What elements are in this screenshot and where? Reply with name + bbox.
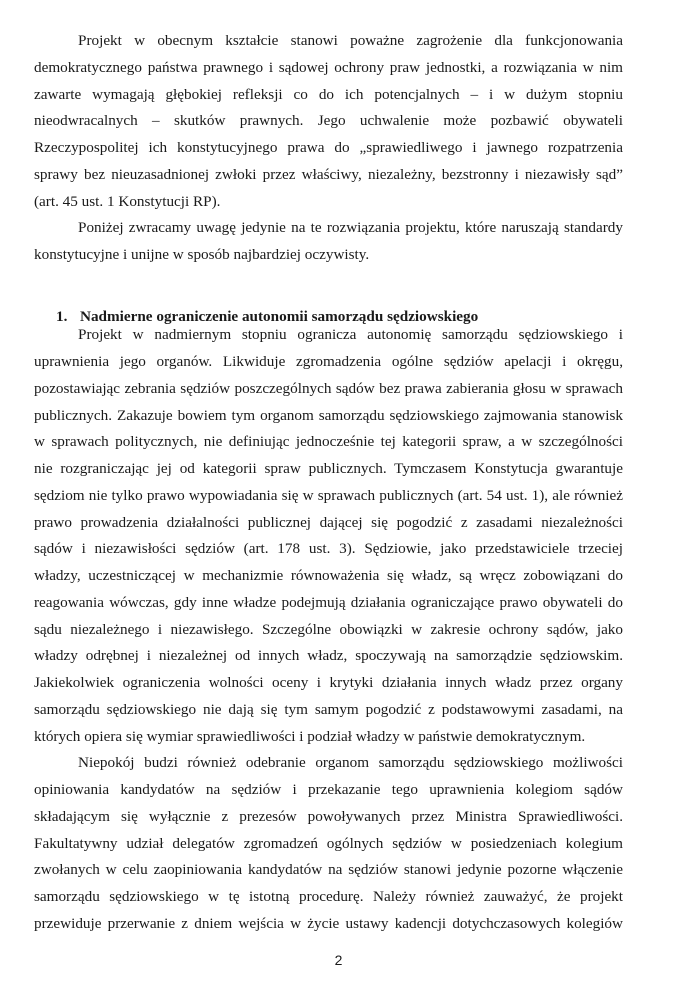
text-line: Projekt w nadmiernym stopniu ogranicza autonomię samorządu sędziowskiego i (78, 326, 623, 344)
paragraph-section-1 (34, 322, 623, 750)
text-line: zawarte wymagają głębokiej refleksji co do ich potencjalnych – i w dużym stopniu (34, 85, 623, 103)
text-line: Jakiekolwiek ograniczenia wolności oceny i krytyki działania innych władz przez organy (34, 674, 623, 691)
text-line: nieodwracalnych – skutków prawnych. Jego uchwalenie może pozbawić obywateli (34, 112, 623, 130)
text-line: publicznych. Zakazuje bowiem tym organom samorządu sędziowskiego zajmowania stanowisk (34, 406, 623, 424)
text-line: zwołanych w celu zaopiniowania kandydatów na sędziów stanowi jedynie pozorne włączenie (34, 861, 623, 879)
text-line: samorządu sędziowskiego nie dają się tym samym pogodzić z podstawowymi zasadami, na (34, 700, 623, 718)
section-title: Nadmierne ograniczenie autonomii samorządu sędziowskiego (80, 307, 479, 325)
text-line: demokratycznego państwa prawnego i sądowej ochrony praw jednostki, a rozwiązania w nim (34, 58, 623, 76)
text-line: przewiduje przerwanie z dniem wejścia w życie ustawy kadencji dotychczasowych kolegiów (34, 914, 623, 932)
text-line: Rzeczypospolitej ich konstytucyjnego prawa do „sprawiedliwego i jawnego rozpatrzenia (34, 139, 623, 156)
paragraph-section-2 (34, 750, 623, 937)
text-line: konstytucyjne i unijne w sposób najbardziej oczywisty. (34, 246, 370, 263)
text-line: w sprawach politycznych, nie definiując jednocześnie tej kategorii spraw, a w szczególności (34, 433, 623, 451)
text-line: uprawnienia jego organów. Likwiduje zgromadzenia ogólne sędziów apelacji i okręgu, (34, 353, 623, 370)
text-line: władzy odrębnej i niezależnej od innych władz, spoczywają na samorządzie sędziowskim. (34, 647, 623, 665)
paragraph-intro (34, 28, 623, 215)
text-line: sądów i niezawisłości sędziów (art. 178 ust. 3). Sędziowie, jako przedstawiciele trzeciej (34, 540, 623, 558)
text-line: sądu niezależnego i niezawisłego. Szczególne obowiązki w zakresie ochrony sądów, jako (34, 620, 623, 638)
text-line: sędziom nie tylko prawo wypowiadania się w sprawach publicznych (art. 54 ust. 1), ale również (34, 486, 623, 504)
text-line: prawo prowadzenia działalności publicznej dającej się pogodzić z zasadami niezależności (34, 513, 623, 531)
text-line: sprawy bez nieuzasadnionej zwłoki przez właściwy, niezależny, bezstronny i niezawisły sąd” (34, 165, 623, 183)
document-page (34, 28, 623, 938)
text-line: Fakultatywny udział delegatów zgromadzeń ogólnych sędziów w posiedzeniach kolegium (34, 834, 623, 852)
paragraph-scope (34, 215, 623, 269)
spacer (34, 269, 623, 296)
text-line: których opiera się wymiar sprawiedliwości i podział władzy w państwie demokratycznym. (34, 727, 586, 745)
text-line: Niepokój budzi również odebranie organom samorządu sędziowskiego możliwości (78, 754, 623, 772)
text-line: reagowania wówczas, gdy inne władze podejmują działania ograniczające prawo obywateli do (34, 593, 623, 611)
section-heading (34, 304, 623, 331)
page-number: 2 (334, 952, 343, 968)
text-line: samorządu sędziowskiego w tę istotną procedurę. Należy również zauważyć, że projekt (34, 888, 623, 905)
text-line: nie rozgraniczając jej od kategorii spraw publicznych. Tymczasem Konstytucja gwarantuje (34, 460, 623, 477)
text-line: opiniowania kandydatów na sędziów i przekazanie tego uprawnienia kolegiom sądów (34, 781, 623, 798)
text-line: Projekt w obecnym kształcie stanowi poważne zagrożenie dla funkcjonowania (78, 32, 623, 49)
text-line: (art. 45 ust. 1 Konstytucji RP). (34, 192, 221, 210)
text-line: składającym się wyłącznie z prezesów powoływanych przez Ministra Sprawiedliwości. (34, 807, 623, 825)
section-number: 1. (56, 307, 68, 325)
text-line: Poniżej zwracamy uwagę jedynie na te rozwiązania projektu, które naruszają standardy (78, 219, 623, 237)
text-line: pozostawiając zebrania sędziów poszczególnych sądów bez prawa zabierania głosu w sprawach (34, 379, 623, 397)
text-line: władzy, uczestniczącej w mechanizmie równoważenia się władz, są wręcz zobowiązani do (34, 567, 623, 584)
